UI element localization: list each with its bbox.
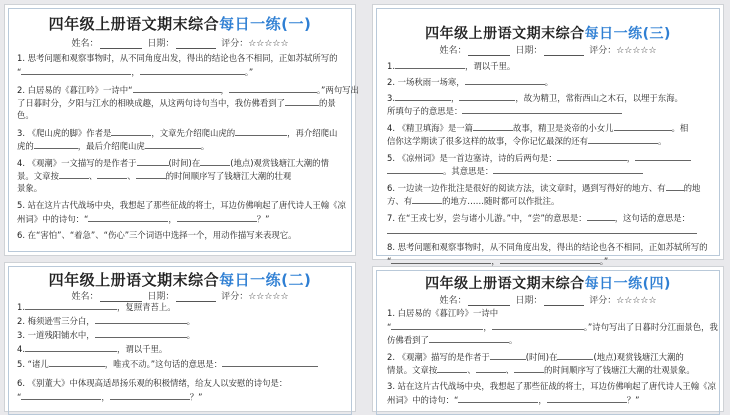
answer-blank[interactable] [587, 211, 615, 221]
answer-blank[interactable] [59, 169, 89, 179]
answer-blank[interactable] [391, 254, 491, 264]
answer-blank[interactable] [429, 333, 509, 343]
question-5: 5. 站在这片古代战场中央，我想起了那些征战的将士，耳边仿佛响起了唐代诗人王翰《凉 [17, 200, 346, 210]
worksheet-title [373, 23, 723, 43]
answer-blank[interactable] [145, 139, 201, 149]
answer-blank[interactable] [490, 350, 526, 360]
question-2: 2. 白居易的《暮江吟》一诗中“ ， 。”两句写出 [17, 85, 359, 95]
date-label: 日期： [147, 292, 175, 302]
name-label: 姓名： [439, 296, 467, 306]
answer-blank[interactable] [395, 91, 451, 101]
answer-blank[interactable] [465, 75, 545, 85]
answer-blank[interactable] [235, 126, 287, 136]
worksheet-title [5, 269, 355, 290]
answer-blank[interactable] [557, 350, 593, 360]
title-highlight: 每日一练(四) [584, 276, 671, 292]
answer-blank[interactable] [177, 212, 257, 222]
answer-blank[interactable] [476, 363, 506, 373]
title-main: 四年级上册语文期末综合 [48, 271, 220, 289]
date-field[interactable] [176, 292, 216, 302]
title-main: 四年级上册语文期末综合 [48, 15, 220, 33]
question-7-cont [387, 224, 697, 238]
question-1-end: 仿佛看到了 。 [387, 335, 518, 345]
question-7: 7. 在“王戎七岁，尝与诸小儿游。”中，“尝”的意思是： ，这句话的意思是： [387, 213, 691, 223]
answer-blank[interactable] [557, 151, 627, 161]
answer-blank[interactable] [493, 164, 643, 174]
date-field[interactable] [544, 46, 584, 56]
score-label: 评分：☆☆☆☆☆ [589, 296, 657, 306]
date-label: 日期： [515, 296, 543, 306]
question-4-cont: 景。文章按 、 、 的时间顺序写了钱塘江大潮的壮观 [17, 171, 292, 181]
answer-blank[interactable] [635, 151, 691, 161]
question-1: 1. ，谓以千里。 [387, 61, 516, 71]
answer-blank[interactable] [21, 65, 131, 75]
question-2-cont: 情景。文章按 、 、 的时间顺序写了钱塘江大潮的壮观景象。 [387, 365, 695, 375]
worksheet-title [373, 273, 723, 293]
answer-blank[interactable] [95, 314, 187, 324]
title-highlight: 每日一练(三) [584, 26, 671, 42]
name-field[interactable] [468, 296, 510, 306]
question-3: 3. 站在这片古代战场中央，我想起了那些征战的将士，耳边仿佛响起了唐代诗人王翰《凉 [387, 381, 716, 391]
answer-blank[interactable] [437, 363, 467, 373]
date-label: 日期： [515, 46, 543, 56]
answer-blank[interactable] [514, 363, 544, 373]
question-3-cont: 所填句子的意思是： [387, 104, 622, 118]
worksheet-meta [5, 36, 355, 49]
answer-blank[interactable] [88, 212, 168, 222]
worksheet-3 [372, 4, 724, 266]
answer-blank[interactable] [492, 320, 584, 330]
question-3-cont: 州词》中的诗句：“ ， ？” [387, 395, 640, 405]
answer-blank[interactable] [111, 126, 151, 136]
answer-blank[interactable] [666, 181, 684, 191]
worksheet-title [5, 13, 355, 34]
question-1: 1. 白居易的《暮江吟》一诗中 [387, 308, 499, 318]
answer-blank[interactable] [391, 320, 483, 330]
answer-blank[interactable] [473, 121, 513, 131]
answer-blank[interactable] [462, 104, 622, 114]
score-label: 评分：☆☆☆☆☆ [589, 46, 657, 56]
worksheet-meta [373, 43, 723, 56]
score-label: 评分：☆☆☆☆☆ [221, 292, 289, 302]
question-4-cont: 信你这学期读了很多这样的故事，令你记忆最深的还有 。 [387, 136, 667, 146]
question-2: 2. 一场秋雨一场寒， 。 [387, 77, 554, 87]
date-label: 日期： [147, 39, 175, 49]
question-8-cont: “ ， 。” [387, 256, 609, 266]
question-3: 3. ， ，故为精卫，常衔西山之木石，以埋于东海。 [387, 93, 683, 103]
question-1-cont: “ ， 。”诗句写出了日暮时分江面景色，我 [387, 322, 718, 332]
date-field[interactable] [544, 296, 584, 306]
answer-blank[interactable] [140, 65, 245, 75]
question-2: 2. 《观潮》描写的是作者于 (时间)在 (地点)观赏钱塘江大潮的 [387, 352, 684, 362]
answer-blank[interactable] [25, 300, 117, 310]
worksheet-4 [372, 266, 724, 412]
question-5: 5. “诸儿 ，唯戎不动。”这句话的意思是： [17, 357, 318, 371]
question-4: 4. ，谓以千里。 [17, 344, 168, 354]
question-6-cont: “ ， ？” [17, 392, 203, 402]
score-label: 评分：☆☆☆☆☆ [221, 39, 289, 49]
question-6: 6. 在“害怕”、“着急”、“伤心”三个词语中选择一个，用动作描写来表现它。 [17, 230, 297, 240]
question-5-cont: 。其意思是： [387, 164, 643, 178]
worksheet-2 [4, 262, 356, 412]
answer-blank[interactable] [588, 134, 658, 144]
question-4: 4. 《精卫填海》是一篇 故事，精卫是炎帝的小女儿 。相 [387, 123, 689, 133]
answer-blank[interactable] [49, 357, 105, 367]
answer-blank[interactable] [97, 169, 127, 179]
title-main: 四年级上册语文期末综合 [425, 276, 585, 292]
name-field[interactable] [100, 39, 142, 49]
answer-blank[interactable] [133, 83, 221, 93]
answer-blank[interactable] [459, 91, 515, 101]
date-field[interactable] [176, 39, 216, 49]
answer-blank[interactable] [136, 169, 166, 179]
name-field[interactable] [468, 46, 510, 56]
answer-blank[interactable] [500, 254, 600, 264]
name-label: 姓名： [439, 46, 467, 56]
question-1: 1. 思考问题和观察事物时，从不同角度出发，得出的结论也各不相同，正如苏轼所写的 [17, 53, 338, 63]
answer-blank[interactable] [387, 164, 443, 174]
answer-blank[interactable] [95, 328, 187, 338]
question-8: 8. 思考问题和观察事物时，从不同角度出发，得出的结论也各不相同，正如苏轼所写的 [387, 242, 708, 252]
answer-blank[interactable] [229, 83, 317, 93]
answer-blank[interactable] [285, 96, 319, 106]
question-2-cont: 了日暮时分，夕阳与江水的相映成趣，从这两句诗句当中，我仿佛看到了 的景 [17, 98, 336, 108]
title-highlight: 每日一练(一) [219, 15, 312, 33]
page-gap [360, 0, 368, 412]
name-label: 姓名： [71, 39, 99, 49]
worksheet-meta [373, 293, 723, 306]
answer-blank[interactable] [395, 59, 465, 69]
answer-blank[interactable] [200, 156, 230, 166]
title-main: 四年级上册语文期末综合 [425, 26, 585, 42]
answer-blank[interactable] [614, 121, 672, 131]
question-6: 6. 一边读一边作批注是很好的阅读方法，读文章时，遇到写得好的地方、有 的地 [387, 183, 701, 193]
question-3: 3. 一道残阳铺水中， 。 [17, 330, 196, 340]
question-3-cont: 虎的 ，最后介绍爬山虎 。 [17, 141, 210, 151]
worksheet-1 [4, 4, 359, 256]
question-5: 5. 《凉州词》是一首边塞诗，诗的后两句是： ， [387, 151, 691, 165]
answer-blank[interactable] [110, 390, 190, 400]
question-6-cont: 方、有 的地方……随时都可以作批注。 [387, 196, 560, 206]
question-6: 6. 《别董大》中体现高适昂扬乐观的积极情绪，给友人以安慰的诗句是： [17, 378, 288, 388]
question-1-cont: “ ， 。” [17, 67, 254, 77]
question-2-end: 色。 [17, 110, 34, 120]
question-5-cont: 州词》中的诗句：“ ， ？” [17, 214, 270, 224]
answer-blank[interactable] [387, 224, 697, 234]
question-1: 1. ，复照青苔上。 [17, 302, 176, 312]
answer-blank[interactable] [458, 393, 538, 403]
answer-blank[interactable] [21, 390, 101, 400]
question-4: 4. 《观潮》一文描写的是作者于 (时间)在 (地点)观赏钱塘江大潮的情 [17, 158, 329, 168]
question-4-end: 景象。 [17, 183, 43, 193]
answer-blank[interactable] [34, 139, 78, 149]
question-2: 2. 梅须逊雪三分白， 。 [17, 316, 196, 326]
answer-blank[interactable] [412, 194, 442, 204]
title-highlight: 每日一练(二) [219, 271, 312, 289]
answer-blank[interactable] [222, 357, 318, 367]
answer-blank[interactable] [137, 156, 169, 166]
question-3: 3. 《爬山虎的脚》作者是 ，文章先介绍爬山虎的 ，再介绍爬山 [17, 128, 338, 138]
answer-blank[interactable] [547, 393, 627, 403]
name-label: 姓名： [71, 292, 99, 302]
answer-blank[interactable] [25, 342, 117, 352]
